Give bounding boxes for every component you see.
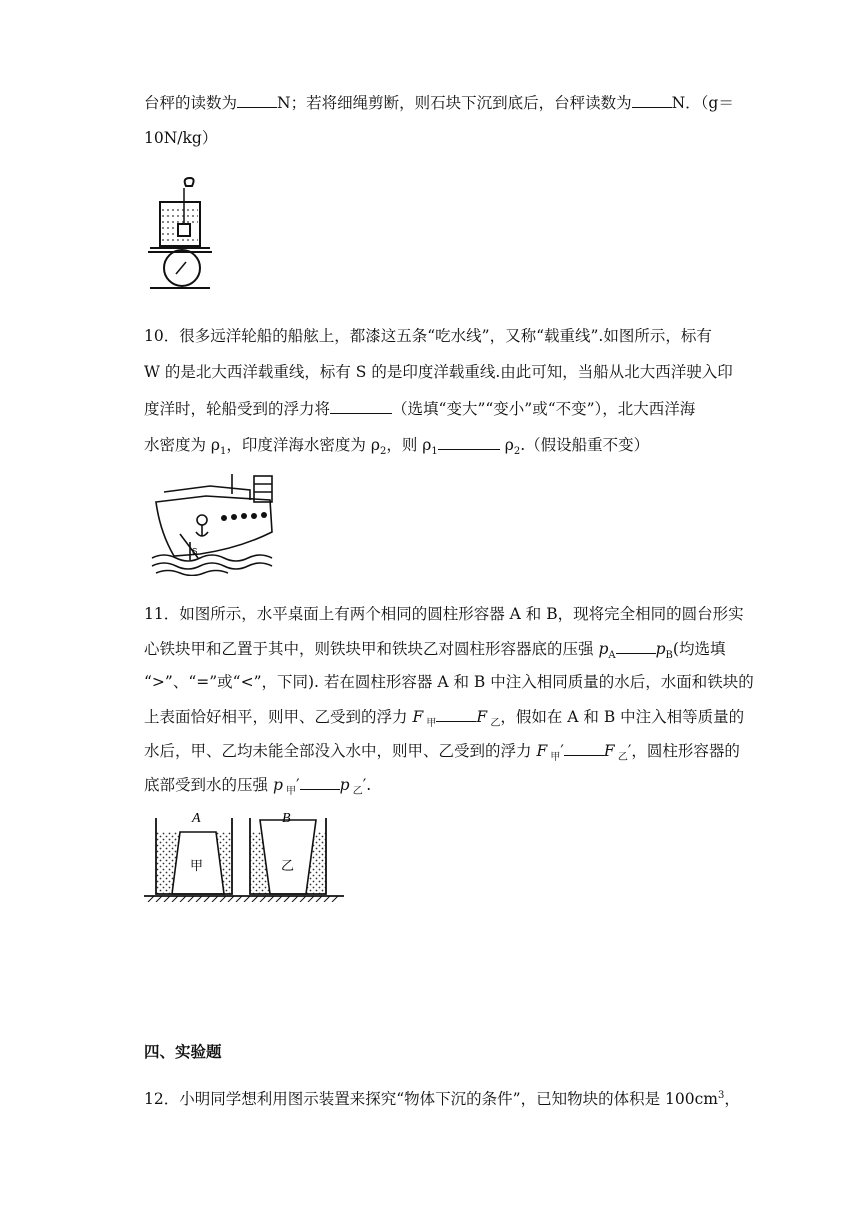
q10-line-3: 度洋时，轮船受到的浮力将 （选填“变大”“变小”或“不变”），北大西洋海 [144, 400, 696, 418]
scale-beaker-figure [144, 176, 216, 294]
answer-blank[interactable] [300, 774, 340, 790]
answer-blank[interactable] [330, 398, 392, 414]
q9-line-2: 10N/kg） [144, 129, 218, 147]
ship-label-s: S [192, 547, 198, 556]
answer-blank[interactable] [436, 706, 476, 722]
answer-blank[interactable] [616, 638, 656, 654]
q11-line-4: 上表面恰好相平，则甲、乙受到的浮力 F $_甲$ F $_乙$，假如在 A 和 B 中注入相等质量的 [144, 708, 745, 730]
q12-line-1: 12．小明同学想利用图示装置来探究“物体下沉的条件”，已知物块的体积是 $100cm^3$， [144, 1090, 740, 1109]
q10-line-1: 10．很多远洋轮船的船舷上，都漆这五条“吃水线”，又称“载重线”.如图所示，标有 [144, 327, 712, 345]
q10-line-4: 水密度为 $\rho_1$，印度洋海水密度为 $\rho_2$，则 $\rho_1$ $\rho_2$.（假设船重不变） [144, 436, 650, 458]
block-label-yi: 乙 [281, 859, 295, 874]
answer-blank[interactable] [438, 434, 500, 450]
block-label-jia: 甲 [190, 859, 204, 874]
q9-text: 台秤的读数为 [144, 94, 238, 112]
q9-line-1: 台秤的读数为 N；若将细绳剪断，则石块下沉到底后，台秤读数为 N．（g＝ [144, 94, 734, 112]
answer-blank[interactable] [632, 92, 672, 108]
container-label-a: A [192, 811, 201, 826]
containers-figure [144, 808, 344, 902]
answer-blank[interactable] [237, 92, 277, 108]
q11-line-3: “>”、“=”或“<”，下同). 若在圆柱形容器 A 和 B 中注入相同质量的水后，水面和铁块的 [144, 673, 754, 691]
q11-line-2: 心铁块甲和乙置于其中，则铁块甲和铁块乙对圆柱形容器底的压强 $p_A$ $p_B$(均选填 [144, 640, 726, 662]
answer-blank[interactable] [564, 740, 604, 756]
ship-figure [150, 472, 278, 576]
iron-block-yi [260, 820, 316, 894]
q10-line-2: W 的是北大西洋载重线，标有 S 的是印度洋载重线.由此可知，当船从北大西洋驶入印 [144, 363, 733, 381]
q11-line-5: 水后，甲、乙均未能全部没入水中，则甲、乙受到的浮力 F $_甲$′ F $_乙$′，圆柱形容器的 [144, 742, 740, 764]
section-heading: 四、实验题 [144, 1042, 222, 1061]
q11-line-1: 11．如图所示，水平桌面上有两个相同的圆柱形容器 A 和 B，现将完全相同的圆台形实 [144, 605, 744, 623]
container-label-b: B [282, 811, 291, 826]
q11-line-6: 底部受到水的压强 p $_甲$′ p $_乙$′. [144, 776, 372, 798]
